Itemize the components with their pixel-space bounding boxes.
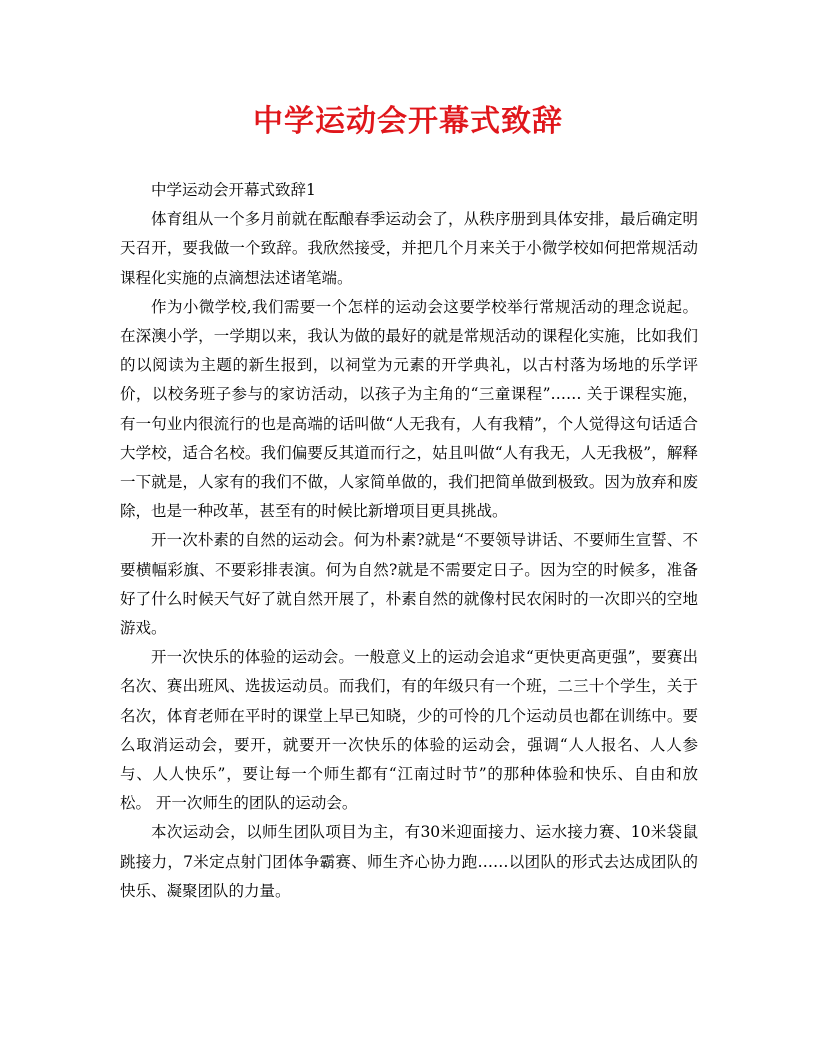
document-body bbox=[120, 176, 698, 906]
paragraph: 开一次快乐的体验的运动会。一般意义上的运动会追求“更快更高更强”，要赛出名次、赛出班风、选拔运动员。而我们，有的年级只有一个班，二三十个学生，关于名次，体育老师在平时的课堂上早已知晓，少的可怜的几个运动员也都在训练中。要么取消运动会，要开，就要开一次快乐的体验的运动会，强调“人人报名、人人参与、人人快乐”，要让每一个师生都有“江南过时节”的那种体验和快乐、自由和放松。 开一次师生的团队的运动会。 bbox=[120, 648, 698, 813]
document-title: 中学运动会开幕式致辞 bbox=[253, 104, 563, 139]
paragraph: 开一次朴素的自然的运动会。何为朴素?就是“不要领导讲话、不要师生宣誓、不要横幅彩旗、不要彩排表演。何为自然?就是不需要定日子。因为空的时候多，准备好了什么时候天气好了就自然开展了，朴素自然的就像村民农闲时的一次即兴的空地游戏。 bbox=[120, 531, 698, 638]
paragraph: 本次运动会，以师生团队项目为主，有30米迎面接力、运水接力赛、10米袋鼠跳接力，7米定点射门团体争霸赛、师生齐心协力跑……以团队的形式去达成团队的快乐、凝聚团队的力量。 bbox=[120, 823, 698, 900]
paragraph: 作为小微学校,我们需要一个怎样的运动会这要学校举行常规活动的理念说起。在深澳小学，一学期以来，我认为做的最好的就是常规活动的课程化实施，比如我们的以阅读为主题的新生报到，以祠堂为元素的开学典礼，以古村落为场地的乐学评价，以校务班子参与的家访活动，以孩子为主角的“三童课程”…… 关于课程实施，有一句业内很流行的也是高端的话叫做“人无我有，人有我精”，个人觉得这句话适合大学校，适合名校。我们偏要反其道而行之，姑且叫做“人有我无，人无我极”，解释一下就是，人家有的我们不做，人家简单做的，我们把简单做到极致。因为放弃和废除，也是一种改革，甚至有的时候比新增项目更具挑战。 bbox=[120, 297, 698, 521]
paragraph-heading: 中学运动会开幕式致辞1 bbox=[151, 181, 316, 199]
paragraph: 体育组从一个多月前就在酝酿春季运动会了，从秩序册到具体安排，最后确定明天召开，要我做一个致辞。我欣然接受，并把几个月来关于小微学校如何把常规活动课程化实施的点滴想法述诸笔端。 bbox=[120, 210, 698, 287]
